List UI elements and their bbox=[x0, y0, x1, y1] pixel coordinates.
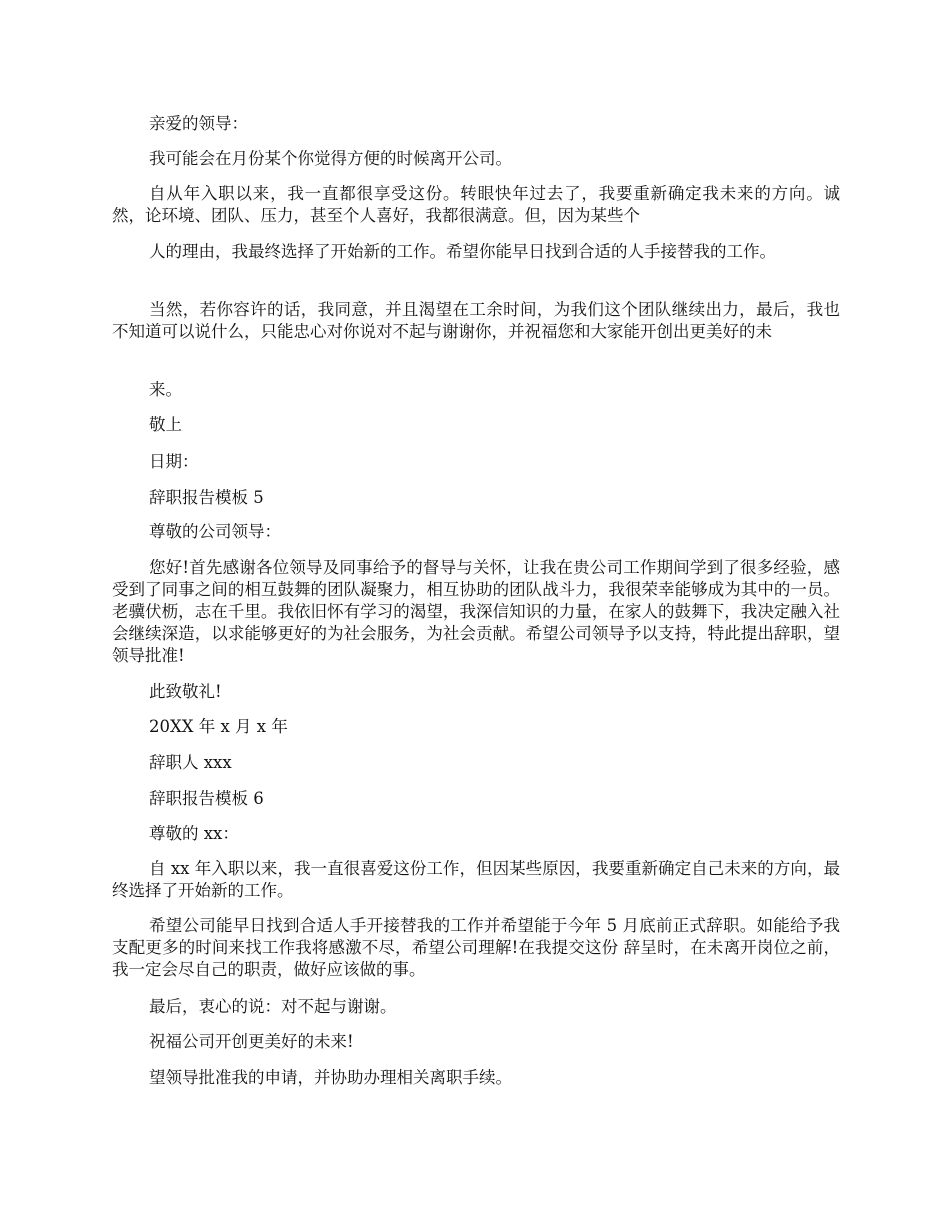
salutation-line: 尊敬的公司领导： bbox=[149, 522, 281, 541]
section-title: 辞职报告模板 5 bbox=[149, 488, 264, 507]
section-title: 辞职报告模板 6 bbox=[149, 789, 264, 808]
closing-line: 此致敬礼! bbox=[149, 682, 222, 701]
body-paragraph: 自 xx 年入职以来，我一直很喜爱这份工作，但因某些原因，我要重新确定自己未来的方向，最终选择了开始新的工作。 bbox=[112, 859, 840, 900]
body-paragraph: 当然，若你容许的话，我同意，并且渴望在工余时间，为我们这个团队继续出力，最后，我也不知道可以说什么，只能忠心对你说对不起与谢谢你，并祝福您和大家能开创出更美好的未 bbox=[112, 300, 840, 341]
date-line: 日期： bbox=[149, 452, 199, 471]
body-paragraph: 自从年入职以来，我一直都很享受这份。转眼快年过去了，我要重新确定我未来的方向。诚然，论环境、团队、压力，甚至个人喜好，我都很满意。但，因为某些个 bbox=[112, 184, 840, 225]
signer-line: 辞职人 xxx bbox=[149, 753, 232, 772]
closing-line: 望领导批准我的申请，并协助办理相关离职手续。 bbox=[149, 1068, 512, 1087]
body-paragraph: 希望公司能早日找到合适人手开接替我的工作并希望能于今年 5 月底前正式辞职。如能给予我支配更多的时间来找工作我将感激不尽，希望公司理解!在我提交这份 辞呈时，在未离开岗位之前，我一定会尽自己的职责，做好应该做的事。 bbox=[112, 916, 840, 979]
closing-line: 最后，衷心的说：对不起与谢谢。 bbox=[149, 997, 397, 1016]
body-paragraph: 人的理由，我最终选择了开始新的工作。希望你能早日找到合适的人手接替我的工作。 bbox=[149, 242, 776, 261]
salutation-line: 尊敬的 xx： bbox=[149, 824, 239, 843]
body-paragraph: 您好!首先感谢各位领导及同事给予的督导与关怀，让我在贵公司工作期间学到了很多经验，感受到了同事之间的相互鼓舞的团队凝聚力，相互协助的团队战斗力，我很荣幸能够成为其中的一员。老骥伏枥，志在千里。我依旧怀有学习的渴望，我深信知识的力量，在家人的鼓舞下，我决定融入社会继续深造，以求能够更好的为社会服务，为社会贡献。希望公司领导予以支持，特此提出辞职，望领导批准! bbox=[112, 558, 840, 665]
body-line: 我可能会在月份某个你觉得方便的时候离开公司。 bbox=[149, 149, 512, 168]
signoff-line: 敬上 bbox=[149, 415, 182, 434]
salutation-line: 亲爱的领导： bbox=[149, 114, 248, 133]
closing-line: 祝福公司开创更美好的未来! bbox=[149, 1032, 354, 1051]
body-line: 来。 bbox=[149, 380, 182, 399]
date-line: 20XX 年 x 月 x 年 bbox=[149, 717, 288, 736]
